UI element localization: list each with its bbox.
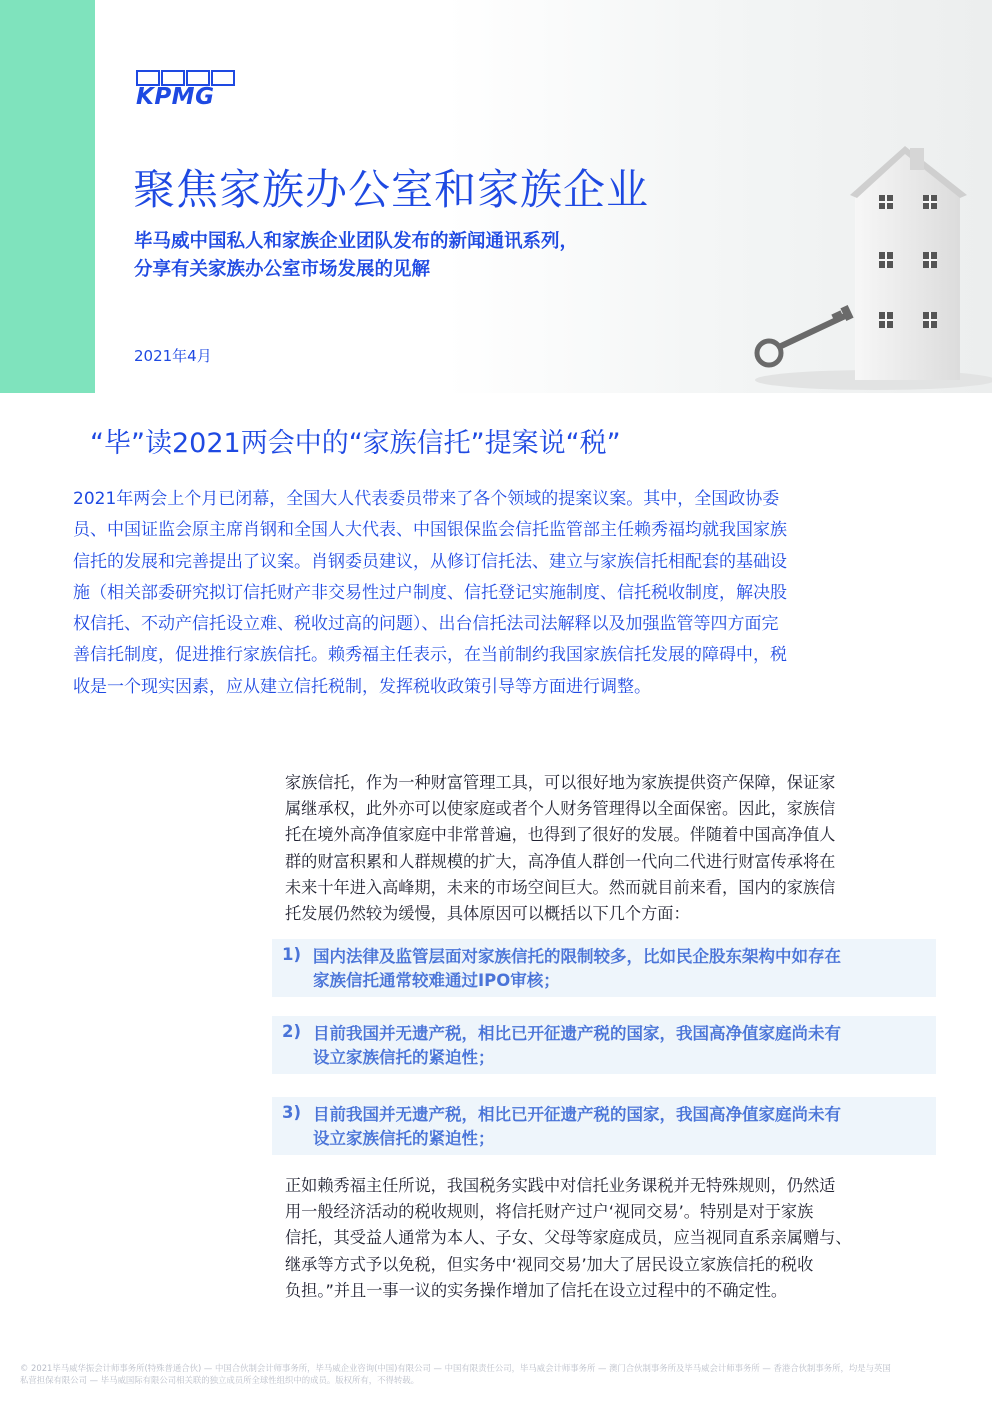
kpmg-logo-text: KPMG — [136, 84, 215, 110]
point-line: 家族信托通常较难通过IPO审核； — [313, 971, 560, 990]
point-text — [313, 1103, 933, 1151]
point-line: 国内法律及监管层面对家族信托的限制较多，比如民企股东架构中如存在 — [313, 947, 841, 966]
point-number: 2) — [282, 1022, 302, 1041]
point-line: 设立家族信托的紧迫性； — [313, 1048, 495, 1067]
body-paragraph-2 — [285, 1173, 945, 1304]
body-line: 信托，其受益人通常为本人、子女、父母等家庭成员，应当视同直系亲属赠与、 — [285, 1228, 852, 1248]
intro-line: 收是一个现实因素，应从建立信托税制，发挥税收政策引导等方面进行调整。 — [73, 676, 651, 697]
copyright-footer — [20, 1362, 980, 1386]
body-line: 托在境外高净值家庭中非常普遍，也得到了很好的发展。伴随着中国高净值人 — [285, 825, 836, 845]
kpmg-logo — [136, 70, 236, 115]
intro-line: 权信托、不动产信托设立难、税收过高的问题）、出台信托法司法解释以及加强监管等四方面完 — [73, 614, 779, 635]
body-line: 群的财富积累和人群规模的扩大，高净值人群创一代向二代进行财富传承将在 — [285, 851, 836, 871]
subtitle-line: 分享有关家族办公室市场发展的见解 — [134, 259, 431, 280]
body-line: 未来十年进入高峰期，未来的市场空间巨大。然而就目前来看，国内的家族信 — [285, 877, 836, 897]
point-text — [313, 1022, 933, 1070]
accent-bar — [0, 0, 95, 393]
page-subtitle — [134, 228, 734, 284]
point-line: 设立家族信托的紧迫性； — [313, 1129, 495, 1148]
article-title: “毕”读2021两会中的“家族信托”提案说“税” — [90, 428, 621, 459]
house-and-key-illustration — [745, 140, 992, 393]
cover-header — [0, 0, 992, 393]
point-line: 目前我国并无遗产税，相比已开征遗产税的国家，我国高净值家庭尚未有 — [313, 1024, 841, 1043]
page-title: 聚焦家族办公室和家族企业 — [133, 165, 650, 214]
intro-line: 2021年两会上个月已闭幕，全国大人代表委员带来了各个领域的提案议案。其中，全国政协委 — [73, 489, 780, 509]
point-number: 3) — [282, 1103, 302, 1122]
intro-line: 员、中国证监会原主席肖钢和全国人大代表、中国银保监会信托监管部主任赖秀福均就我国家族 — [73, 520, 787, 541]
body-paragraph-1 — [285, 770, 945, 927]
body-line: 托发展仍然较为缓慢，具体原因可以概括以下几个方面： — [285, 904, 690, 924]
body-line: 继承等方式予以免税，但实务中‘视同交易’加大了居民设立家族信托的税收 — [285, 1254, 814, 1274]
body-line: 用一般经济活动的税收规则，将信托财产过户‘视同交易’。特别是对于家族 — [285, 1202, 814, 1222]
intro-paragraph — [73, 484, 929, 703]
body-line: 负担。”并且一事一议的实务操作增加了信托在设立过程中的不确定性。 — [285, 1280, 788, 1300]
point-line: 目前我国并无遗产税，相比已开征遗产税的国家，我国高净值家庭尚未有 — [313, 1105, 841, 1124]
subtitle-line: 毕马威中国私人和家族企业团队发布的新闻通讯系列， — [134, 231, 579, 252]
publication-date: 2021年4月 — [134, 347, 212, 365]
intro-line: 信托的发展和完善提出了议案。肖钢委员建议，从修订信托法、建立与家族信托相配套的基础设 — [73, 551, 787, 572]
intro-line: 施（相关部委研究拟订信托财产非交易性过户制度、信托登记实施制度、信托税收制度，解决股 — [73, 582, 787, 603]
body-line: 家族信托，作为一种财富管理工具，可以很好地为家族提供资产保障，保证家 — [285, 773, 836, 792]
footer-line: 私营担保有限公司 — 毕马威国际有限公司相关联的独立成员所全球性组织中的成员。版权所有，不得转载。 — [20, 1375, 419, 1385]
point-box-3 — [272, 1097, 936, 1155]
point-number: 1) — [282, 945, 302, 964]
body-line: 属继承权，此外亦可以使家庭或者个人财务管理得以全面保密。因此，家族信 — [285, 799, 836, 819]
footer-line: © 2021毕马威华振会计师事务所(特殊普通合伙) — 中国合伙制会计师事务所，毕马威企业咨询(中国)有限公司 — 中国有限责任公司，毕马威会计师事务所 — 澳门合伙制事务所及毕马威会计师事务所 — 香港合伙制事务所，均是与英国 — [20, 1363, 891, 1373]
body-line: 正如赖秀福主任所说，我国税务实践中对信托业务课税并无特殊规则，仍然适 — [285, 1176, 836, 1195]
intro-line: 善信托制度，促进推行家族信托。赖秀福主任表示，在当前制约我国家族信托发展的障碍中，税 — [73, 645, 787, 666]
point-text — [313, 945, 933, 993]
point-box-2 — [272, 1016, 936, 1074]
point-box-1 — [272, 939, 936, 997]
